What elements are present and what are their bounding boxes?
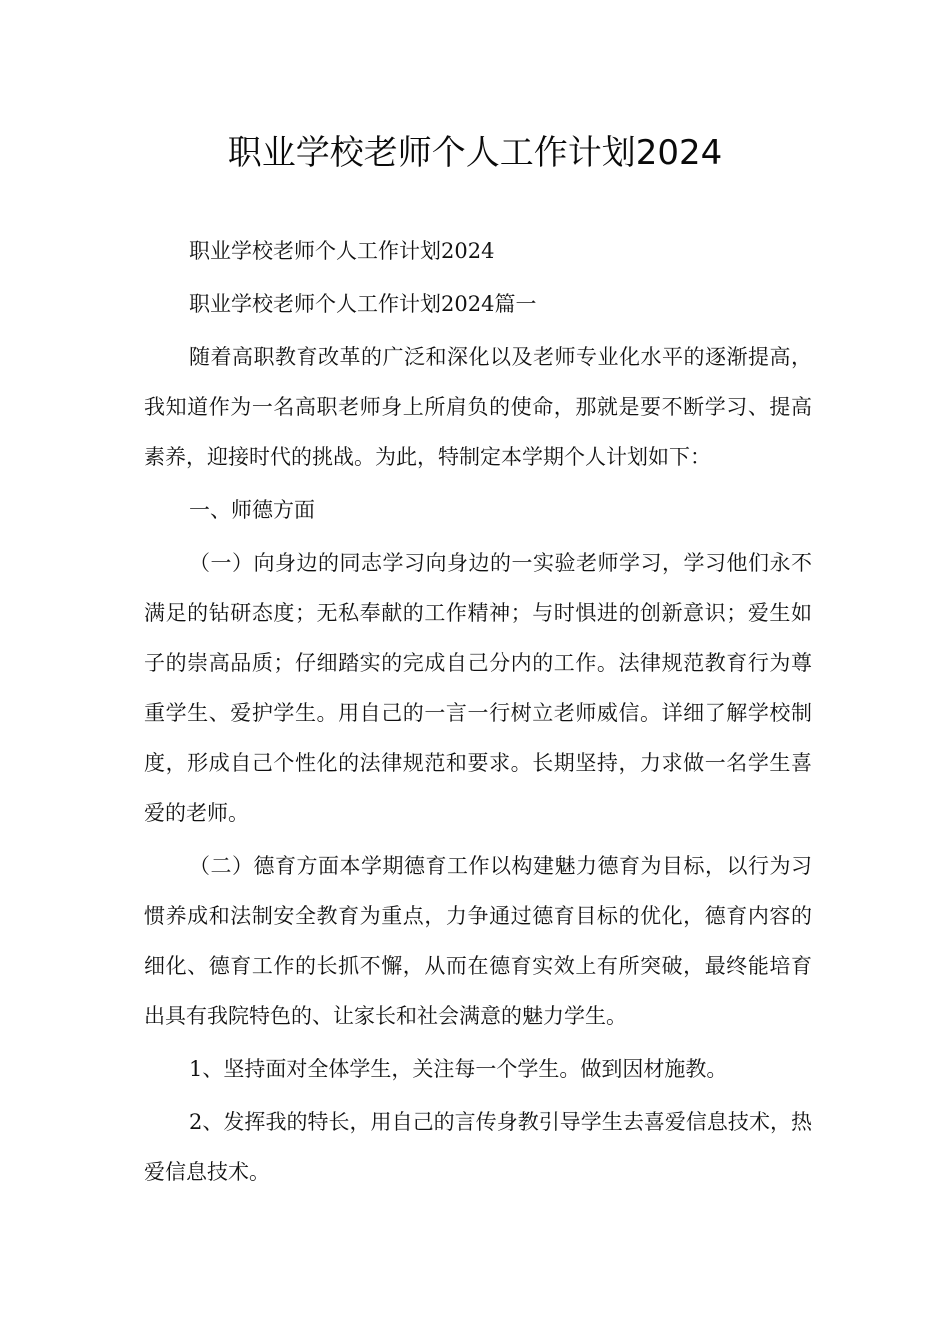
paragraph-heading-ethics: 一、师德方面 — [189, 498, 315, 522]
paragraph-ethics-1: （一）向身边的同志学习向身边的一实验老师学习，学习他们永不满足的钻研态度；无私奉献的工作精神；与时惧进的创新意识；爱生如子的崇高品质；仔细踏实的完成自己分内的工作。法律规范教育行为尊重学生、爱护学生。用自己的一言一行树立老师威信。详细了解学校制度，形成自己个性化的法律规范和要求。长期坚持，力求做一名学生喜爱的老师。 — [144, 551, 812, 825]
paragraph-subtitle: 职业学校老师个人工作计划2024 — [189, 239, 495, 263]
paragraph-moral-education: （二）德育方面本学期德育工作以构建魅力德育为目标，以行为习惯养成和法制安全教育为重点，力争通过德育目标的优化，德育内容的细化、德育工作的长抓不懈，从而在德育实效上有所突破，最终能培育出具有我院特色的、让家长和社会满意的魅力学生。 — [144, 854, 812, 1028]
paragraph-item-1: 1、坚持面对全体学生，关注每一个学生。做到因材施教。 — [189, 1057, 728, 1081]
document-body — [144, 226, 812, 1200]
paragraph-item-2: 2、发挥我的特长，用自己的言传身教引导学生去喜爱信息技术，热爱信息技术。 — [144, 1110, 812, 1184]
paragraph-section-heading: 职业学校老师个人工作计划2024篇一 — [189, 292, 537, 316]
paragraph-intro: 随着高职教育改革的广泛和深化以及老师专业化水平的逐渐提高，我知道作为一名高职老师身上所肩负的使命，那就是要不断学习、提高素养，迎接时代的挑战。为此，特制定本学期个人计划如下： — [144, 345, 812, 469]
document-title: 职业学校老师个人工作计划2024 — [227, 133, 723, 173]
